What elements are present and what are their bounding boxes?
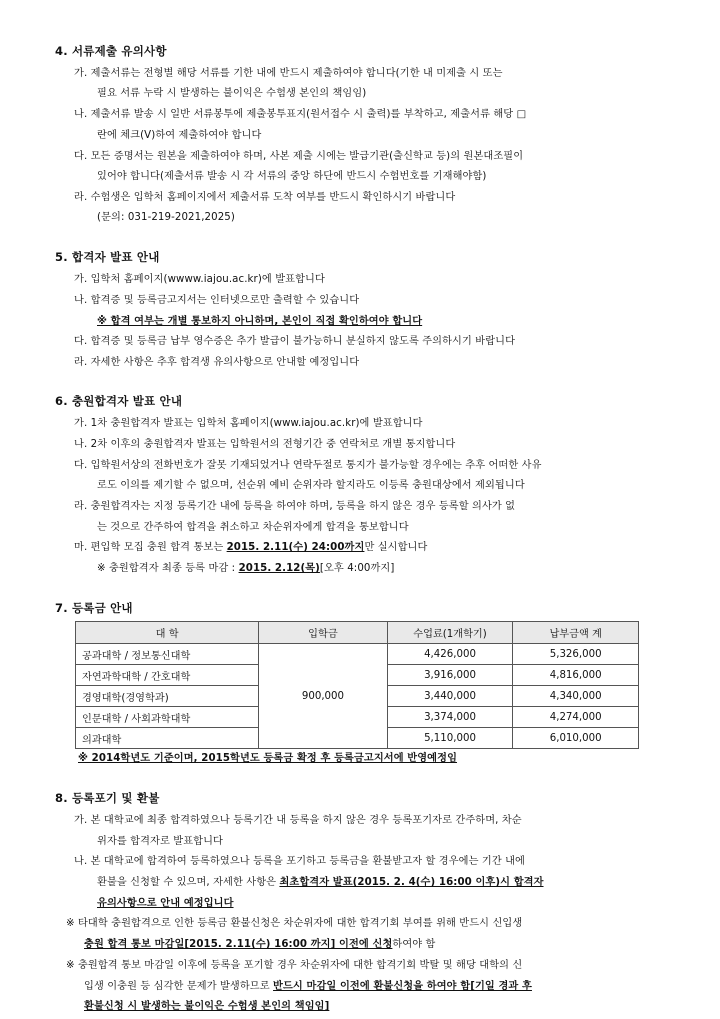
cell-tuition: 3,440,000 bbox=[387, 686, 513, 707]
s8-note-1-deadline: 충원 합격 통보 마감일[2015. 2.11(수) 16:00 까지] 이전에 신청 bbox=[84, 939, 393, 950]
col-header-college: 대 학 bbox=[76, 622, 259, 644]
s4-item-ga-cont: 필요 서류 누락 시 발생하는 불이익은 수험생 본인의 책임임) bbox=[97, 88, 367, 99]
s6-item-da: 다. 입학원서상의 전화번호가 잘못 기재되었거나 연락두절로 통지가 불가능할 경우에는 추후 어떠한 사유 bbox=[74, 460, 542, 471]
s4-item-da: 다. 모든 증명서는 원본을 제출하여야 하며, 사본 제출 시에는 발급기관(출신학교 등)의 원본대조필이 bbox=[74, 151, 524, 162]
s6-final-note bbox=[97, 559, 394, 574]
cell-college: 경영대학(경영학과) bbox=[76, 686, 259, 707]
section-8-heading: 8. 등록포기 및 환불 bbox=[55, 791, 160, 805]
s5-note: ※ 합격 여부는 개별 통보하지 아니하며, 본인이 직접 확인하여야 합니다 bbox=[97, 316, 423, 327]
s8-item-ga-cont: 위자를 합격자로 발표합니다 bbox=[97, 836, 223, 847]
s6-final-note-date: 2015. 2.12(목) bbox=[238, 563, 320, 574]
cell-tuition: 3,374,000 bbox=[387, 707, 513, 728]
s6-item-ma-end: 만 실시합니다 bbox=[364, 542, 428, 553]
s8-note-2-cont bbox=[84, 977, 532, 992]
s8-note-1: ※ 타대학 충원합격으로 인한 등록금 환불신청은 차순위자에 대한 합격기회 부여를 위해 반드시 신입생 bbox=[66, 918, 523, 929]
s8-item-na-announcement: 최초합격자 발표(2015. 2. 4(수) 16:00 이후)시 합격자 bbox=[279, 877, 544, 888]
s4-item-ga: 가. 제출서류는 전형별 해당 서류를 기한 내에 반드시 제출하여야 합니다(기한 내 미제출 시 또는 bbox=[74, 68, 503, 79]
cell-admission-fee: 900,000 bbox=[259, 644, 388, 749]
s6-item-ma bbox=[74, 538, 427, 553]
tuition-note: ※ 2014학년도 기준이며, 2015학년도 등록금 확정 후 등록금고지서에 반영예정임 bbox=[78, 753, 458, 764]
s6-final-note-time: [오후 4:00까지] bbox=[319, 563, 395, 574]
s8-note-2-text: 입생 이충원 등 심각한 문제가 발생하므로 bbox=[84, 981, 274, 992]
section-7-heading: 7. 등록금 안내 bbox=[55, 601, 133, 615]
table-header-row bbox=[76, 622, 639, 644]
s6-item-na: 나. 2차 이후의 충원합격자 발표는 입학원서의 전형기간 중 연락처로 개별 통지합니다 bbox=[74, 439, 456, 450]
col-header-total: 납부금액 계 bbox=[513, 622, 639, 644]
s8-item-na-cont bbox=[97, 873, 544, 888]
s8-note-2: ※ 충원합격 통보 마감일 이후에 등록을 포기할 경우 차순위자에 대한 합격기회 박탈 및 해당 대학의 신 bbox=[66, 960, 523, 971]
s6-item-ga: 가. 1차 충원합격자 발표는 입학처 홈페이지(www.iajou.ac.kr)에 발표합니다 bbox=[74, 418, 423, 429]
s4-item-na-cont: 란에 체크(V)하여 제출하여야 합니다 bbox=[97, 130, 262, 141]
s4-item-ra-contact: (문의: 031-219-2021,2025) bbox=[97, 212, 235, 223]
section-6-heading: 6. 충원합격자 발표 안내 bbox=[55, 394, 183, 408]
table-row bbox=[76, 644, 639, 665]
cell-college: 공과대학 / 정보통신대학 bbox=[76, 644, 259, 665]
cell-tuition: 5,110,000 bbox=[387, 728, 513, 749]
s8-item-na-end: 유의사항으로 안내 예정입니다 bbox=[97, 898, 234, 909]
s8-item-na-text: 환불을 신청할 수 있으며, 자세한 사항은 bbox=[97, 877, 280, 888]
s8-note-2-emphasis: 반드시 마감일 이전에 환불신청을 하여야 함[기일 경과 후 bbox=[273, 981, 532, 992]
s6-item-ma-deadline: 2015. 2.11(수) 24:00까지 bbox=[226, 542, 365, 553]
s6-item-da-cont: 로도 이의를 제기할 수 없으며, 선순위 예비 순위자라 할지라도 이등록 충원대상에서 제외됩니다 bbox=[97, 480, 525, 491]
s4-item-da-cont: 있어야 합니다(제출서류 발송 시 각 서류의 중앙 하단에 반드시 수험번호를 기재해야함) bbox=[97, 171, 487, 182]
cell-college: 의과대학 bbox=[76, 728, 259, 749]
col-header-admission: 입학금 bbox=[259, 622, 388, 644]
s6-item-ma-text: 마. 편입학 모집 충원 합격 통보는 bbox=[74, 542, 227, 553]
s8-note-1-end: 하여야 함 bbox=[392, 939, 436, 950]
s4-item-ra: 라. 수험생은 입학처 홈페이지에서 제출서류 도착 여부를 반드시 확인하시기 바랍니다 bbox=[74, 192, 456, 203]
s4-item-na: 나. 제출서류 발송 시 일반 서류봉투에 제출봉투표지(원서접수 시 출력)를 부착하고, 제출서류 해당 □ bbox=[74, 109, 527, 120]
cell-college: 인문대학 / 사회과학대학 bbox=[76, 707, 259, 728]
section-4-heading: 4. 서류제출 유의사항 bbox=[55, 44, 167, 58]
s8-note-2-end: 환불신청 시 발생하는 불이익은 수험생 본인의 책임임] bbox=[84, 1001, 330, 1012]
s5-item-ra: 라. 자세한 사항은 추후 합격생 유의사항으로 안내할 예정입니다 bbox=[74, 357, 360, 368]
tuition-table bbox=[75, 621, 639, 749]
cell-college: 자연과학대학 / 간호대학 bbox=[76, 665, 259, 686]
s8-note-1-cont bbox=[84, 935, 436, 950]
cell-total: 4,340,000 bbox=[513, 686, 639, 707]
col-header-tuition: 수업료(1개학기) bbox=[387, 622, 513, 644]
s8-item-na: 나. 본 대학교에 합격하여 등록하였으나 등록을 포기하고 등록금을 환불받고자 할 경우에는 기간 내에 bbox=[74, 856, 525, 867]
cell-total: 4,274,000 bbox=[513, 707, 639, 728]
cell-total: 5,326,000 bbox=[513, 644, 639, 665]
s5-item-da: 다. 합격증 및 등록금 납부 영수증은 추가 발급이 불가능하니 분실하지 않도록 주의하시기 바랍니다 bbox=[74, 336, 516, 347]
s6-item-ra: 라. 충원합격자는 지정 등록기간 내에 등록을 하여야 하며, 등록을 하지 않은 경우 등록할 의사가 없 bbox=[74, 501, 516, 512]
s5-item-na: 나. 합격증 및 등록금고지서는 인터넷으로만 출력할 수 있습니다 bbox=[74, 295, 360, 306]
cell-total: 4,816,000 bbox=[513, 665, 639, 686]
s6-final-note-text: ※ 충원합격자 최종 등록 마감 : bbox=[97, 563, 239, 574]
s6-item-ra-cont: 는 것으로 간주하여 합격을 취소하고 차순위자에게 합격을 통보합니다 bbox=[97, 522, 409, 533]
cell-tuition: 4,426,000 bbox=[387, 644, 513, 665]
cell-tuition: 3,916,000 bbox=[387, 665, 513, 686]
cell-total: 6,010,000 bbox=[513, 728, 639, 749]
section-5-heading: 5. 합격자 발표 안내 bbox=[55, 250, 160, 264]
s5-item-ga: 가. 입학처 홈페이지(wwww.iajou.ac.kr)에 발표합니다 bbox=[74, 274, 325, 285]
s8-item-ga: 가. 본 대학교에 최종 합격하였으나 등록기간 내 등록을 하지 않은 경우 등록포기자로 간주하며, 차순 bbox=[74, 815, 522, 826]
